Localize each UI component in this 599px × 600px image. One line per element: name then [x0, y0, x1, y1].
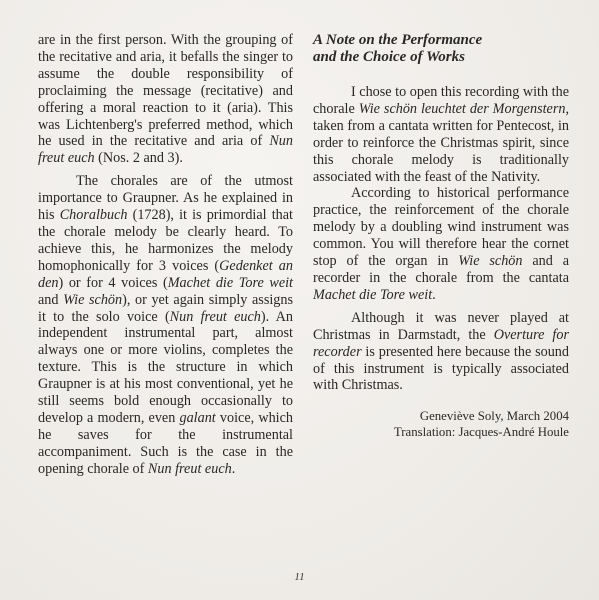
work-title: Overture for recorder [313, 326, 569, 360]
text-run: (1728), it is primordial that the chorale melody be clearly heard. To achieve this, he harmonizes the melody homophonically for 3 voices ( [38, 207, 293, 274]
text-run: are in the first person. With the grouping of the recitative and aria, it befalls the singer to assume the double responsibility of proclaiming the message (recitative) and offering a moral reaction to it (aria). This was Lichtenberg's preferred method, which he used in the recitative and aria of [38, 32, 293, 150]
text-run: ) or for 4 voices ( [58, 274, 168, 291]
text-run: The [76, 173, 111, 190]
italic-term: galant [179, 409, 216, 426]
work-title: Gedenket an den [38, 257, 293, 291]
text-run: (Nos. 2 and 3). [94, 150, 183, 167]
author-signature: Geneviève Soly, March 2004 [419, 409, 569, 424]
work-title: Wie schön leuchtet der Morgenstern [358, 100, 566, 117]
heading-line-2: and the Choice of Works [313, 49, 465, 65]
work-title: Choralbuch [59, 207, 128, 224]
right-paragraph-1 [313, 84, 569, 185]
text-run: . [432, 286, 436, 303]
left-paragraph-2 [38, 173, 293, 477]
text-run: , taken from a cantata written for Pentecost, in order to reinforce the Christmas spirit, since this chorale melody is traditionally associated with the feast of the Nativity. [313, 100, 569, 185]
text-run: According to historical performance practice, the reinforcement of the chorale melody by a doubling wind instrument was common. You will therefore hear the cornet stop of the organ in [313, 185, 569, 270]
work-title: Wie schön [63, 291, 123, 308]
text-run: Although it was never played at Christmas in Darmstadt, the [313, 309, 569, 343]
left-paragraph-1 [38, 32, 293, 167]
text-run: and a recorder in the chorale from the cantata [313, 253, 570, 286]
text-run: . [231, 460, 236, 477]
right-paragraph-3 [313, 310, 569, 395]
signature-block [313, 408, 569, 440]
text-run: voice, which he saves for the instrumental accompaniment. Such is the case in the opening chorale of [38, 409, 293, 477]
text-run: I chose to open this recording with the chorale [313, 84, 569, 117]
text-run: are of the utmost importance to Graupner. As he explained in his [38, 173, 293, 224]
text-run: is presented here because the sound of this instrument is typically associated with Christmas. [313, 343, 569, 394]
text-run: ), or yet again simply assigns it to the solo voice ( [38, 291, 293, 325]
right-paragraph-2 [313, 185, 569, 303]
work-title: Machet die Tore weit [167, 274, 293, 291]
text-run: ). An independent instrumental part, almost always one or more violins, completes the texture. This is the structure in which Graupner is at his most conventional, yet he still seems bold enough occasionally to develop a modern, even [38, 308, 293, 426]
heading-line-1: A Note on the Performance [313, 32, 483, 48]
work-title: Wie schön [458, 253, 523, 270]
right-column [313, 32, 569, 440]
left-column [38, 32, 293, 478]
text-run: and [38, 291, 64, 308]
page-number: 11 [294, 571, 305, 583]
work-title: Nun freut euch [38, 133, 293, 167]
work-title: Machet die Tore weit [313, 286, 433, 303]
section-heading [313, 32, 569, 66]
work-title: Nun freut euch [169, 308, 261, 325]
translation-credit: Translation: Jacques-André Houle [393, 425, 569, 440]
work-title: Nun freut euch [147, 460, 232, 477]
chorales-term: chorales [110, 173, 158, 190]
